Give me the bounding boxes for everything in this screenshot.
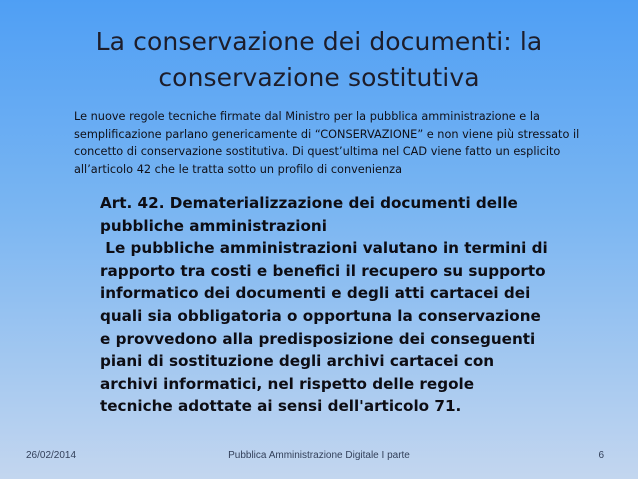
footer-date: 26/02/2014	[26, 450, 77, 461]
intro-paragraph: Le nuove regole tecniche firmate dal Ministro per la pubblica amministrazione e la semplificazione parlano genericamente di “CONSERVAZIONE” e non viene più stressato il concetto di conservazione sostitutiva. Di quest’ultima nel CAD viene fatto un esplicito all’articolo 42 che le tratta sotto un profilo di convenienza	[74, 110, 580, 176]
article-heading: Art. 42. Dematerializzazione dei documenti delle pubbliche amministrazioni	[100, 194, 518, 235]
article-quote	[100, 192, 552, 418]
footer-title: Pubblica Amministrazione Digitale I parte	[228, 450, 410, 461]
slide-title	[20, 24, 618, 96]
article-body: Le pubbliche amministrazioni valutano in termini di rapporto tra costi e benefici il recupero su supporto informatico dei documenti e degli atti cartacei dei quali sia obbligatoria o opportuna la conservazione e provvedono alla predisposizione dei conseguenti piani di sostituzione degli archivi cartacei con archivi informatici, nel rispetto delle regole tecniche adottate ai sensi dell'articolo 71.	[100, 239, 554, 416]
slide-title-line1: La conservazione dei documenti: la	[95, 27, 543, 56]
slide-title-line2: conservazione sostitutiva	[158, 63, 480, 92]
footer-page-number: 6	[598, 450, 604, 461]
